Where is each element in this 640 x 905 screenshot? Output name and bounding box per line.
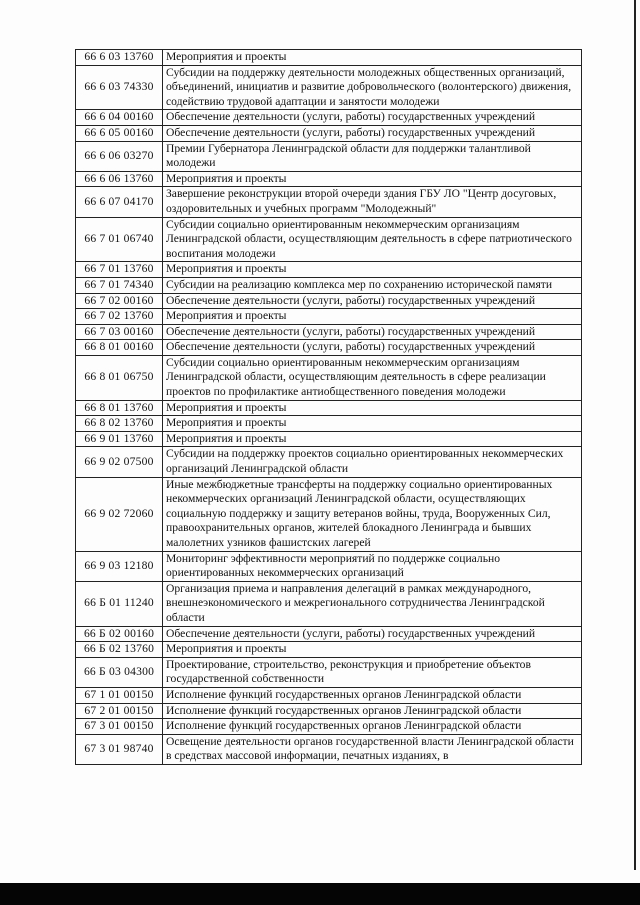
description-cell: Мониторинг эффективности мероприятий по поддержке социально ориентированных некоммерческих организаций: [163, 551, 582, 581]
description-cell: Обеспечение деятельности (услуги, работы) государственных учреждений: [163, 110, 582, 126]
code-cell: 66 7 01 74340: [76, 277, 163, 293]
description-cell: Проектирование, строительство, реконструкция и приобретение объектов государственной собственности: [163, 657, 582, 687]
code-cell: 66 6 06 13760: [76, 171, 163, 187]
table-row: [76, 65, 582, 110]
table-row: [76, 324, 582, 340]
description-cell: Обеспечение деятельности (услуги, работы) государственных учреждений: [163, 324, 582, 340]
table-row: [76, 657, 582, 687]
description-cell: Мероприятия и проекты: [163, 309, 582, 325]
table-row: [76, 687, 582, 703]
table-row: [76, 262, 582, 278]
code-cell: 66 9 01 13760: [76, 431, 163, 447]
code-cell: 66 6 07 04170: [76, 187, 163, 217]
code-cell: 66 Б 02 13760: [76, 642, 163, 658]
code-cell: 66 6 03 13760: [76, 50, 163, 66]
table-row: [76, 431, 582, 447]
description-cell: Обеспечение деятельности (услуги, работы) государственных учреждений: [163, 293, 582, 309]
description-cell: Исполнение функций государственных органов Ленинградской области: [163, 719, 582, 735]
table-row: [76, 340, 582, 356]
description-cell: Мероприятия и проекты: [163, 400, 582, 416]
table-row: [76, 551, 582, 581]
scan-bottom-band: [0, 883, 640, 905]
code-cell: 66 9 02 72060: [76, 477, 163, 551]
table-row: [76, 734, 582, 764]
table-row: [76, 719, 582, 735]
code-cell: 66 6 05 00160: [76, 125, 163, 141]
code-cell: 67 3 01 98740: [76, 734, 163, 764]
description-cell: Исполнение функций государственных органов Ленинградской области: [163, 687, 582, 703]
code-cell: 66 Б 03 04300: [76, 657, 163, 687]
description-cell: Субсидии на поддержку проектов социально ориентированных некоммерческих организаций Ленинградской области: [163, 447, 582, 477]
table-row: [76, 293, 582, 309]
table-row: [76, 416, 582, 432]
code-cell: 66 7 02 00160: [76, 293, 163, 309]
table-row: [76, 217, 582, 262]
table-row: [76, 642, 582, 658]
description-cell: Завершение реконструкции второй очереди здания ГБУ ЛО "Центр досуговых, оздоровительных и учебных программ "Молодежный": [163, 187, 582, 217]
description-cell: Субсидии на реализацию комплекса мер по сохранению исторической памяти: [163, 277, 582, 293]
code-cell: 67 2 01 00150: [76, 703, 163, 719]
code-cell: 66 6 06 03270: [76, 141, 163, 171]
description-cell: Премии Губернатора Ленинградской области для поддержки талантливой молодежи: [163, 141, 582, 171]
description-cell: Субсидии социально ориентированным некоммерческим организациям Ленинградской области, осуществляющим деятельность в сфере патриотического воспитания молодежи: [163, 217, 582, 262]
code-cell: 66 9 02 07500: [76, 447, 163, 477]
code-cell: 66 8 01 00160: [76, 340, 163, 356]
table-row: [76, 477, 582, 551]
description-cell: Организация приема и направления делегаций в рамках международного, внешнеэкономического и межрегионального сотрудничества Ленинградской области: [163, 581, 582, 626]
description-cell: Мероприятия и проекты: [163, 431, 582, 447]
code-cell: 66 8 01 06750: [76, 355, 163, 400]
code-cell: 66 9 03 12180: [76, 551, 163, 581]
table-body: [76, 50, 582, 765]
description-cell: Иные межбюджетные трансферты на поддержку социально ориентированных некоммерческих организаций Ленинградской области, осуществляющих социальную поддержку и защиту ветеранов войны, труда, Вооруженных Сил, правоохранительных органов, жителей блокадного Ленинграда и бывших малолетних узников фашистских лагерей: [163, 477, 582, 551]
table-row: [76, 171, 582, 187]
table-row: [76, 277, 582, 293]
table-row: [76, 309, 582, 325]
code-cell: 66 7 01 13760: [76, 262, 163, 278]
code-cell: 66 8 01 13760: [76, 400, 163, 416]
scan-right-edge: [634, 0, 636, 870]
table-row: [76, 50, 582, 66]
table-row: [76, 141, 582, 171]
description-cell: Субсидии социально ориентированным некоммерческим организациям Ленинградской области, осуществляющим деятельность в сфере реализации проектов по профилактике антиобщественного поведения молодежи: [163, 355, 582, 400]
code-cell: 66 Б 01 11240: [76, 581, 163, 626]
table-row: [76, 355, 582, 400]
code-cell: 66 6 03 74330: [76, 65, 163, 110]
code-cell: 66 7 01 06740: [76, 217, 163, 262]
code-cell: 66 8 02 13760: [76, 416, 163, 432]
description-cell: Обеспечение деятельности (услуги, работы) государственных учреждений: [163, 340, 582, 356]
budget-codes-table: [75, 49, 582, 765]
description-cell: Обеспечение деятельности (услуги, работы) государственных учреждений: [163, 626, 582, 642]
code-cell: 67 1 01 00150: [76, 687, 163, 703]
code-cell: 67 3 01 00150: [76, 719, 163, 735]
table-row: [76, 400, 582, 416]
table-row: [76, 703, 582, 719]
description-cell: Мероприятия и проекты: [163, 171, 582, 187]
description-cell: Мероприятия и проекты: [163, 262, 582, 278]
table-row: [76, 581, 582, 626]
description-cell: Обеспечение деятельности (услуги, работы) государственных учреждений: [163, 125, 582, 141]
description-cell: Исполнение функций государственных органов Ленинградской области: [163, 703, 582, 719]
description-cell: Мероприятия и проекты: [163, 416, 582, 432]
code-cell: 66 7 02 13760: [76, 309, 163, 325]
table-row: [76, 447, 582, 477]
table-row: [76, 125, 582, 141]
code-cell: 66 Б 02 00160: [76, 626, 163, 642]
code-cell: 66 7 03 00160: [76, 324, 163, 340]
table-row: [76, 187, 582, 217]
table-row: [76, 110, 582, 126]
description-cell: Субсидии на поддержку деятельности молодежных общественных организаций, объединений, инициатив и развитие добровольческого (волонтерского) движения, содействию трудовой адаптации и занятости молодежи: [163, 65, 582, 110]
description-cell: Мероприятия и проекты: [163, 642, 582, 658]
table-row: [76, 626, 582, 642]
description-cell: Мероприятия и проекты: [163, 50, 582, 66]
description-cell: Освещение деятельности органов государственной власти Ленинградской области в средствах массовой информации, печатных изданиях, в: [163, 734, 582, 764]
code-cell: 66 6 04 00160: [76, 110, 163, 126]
